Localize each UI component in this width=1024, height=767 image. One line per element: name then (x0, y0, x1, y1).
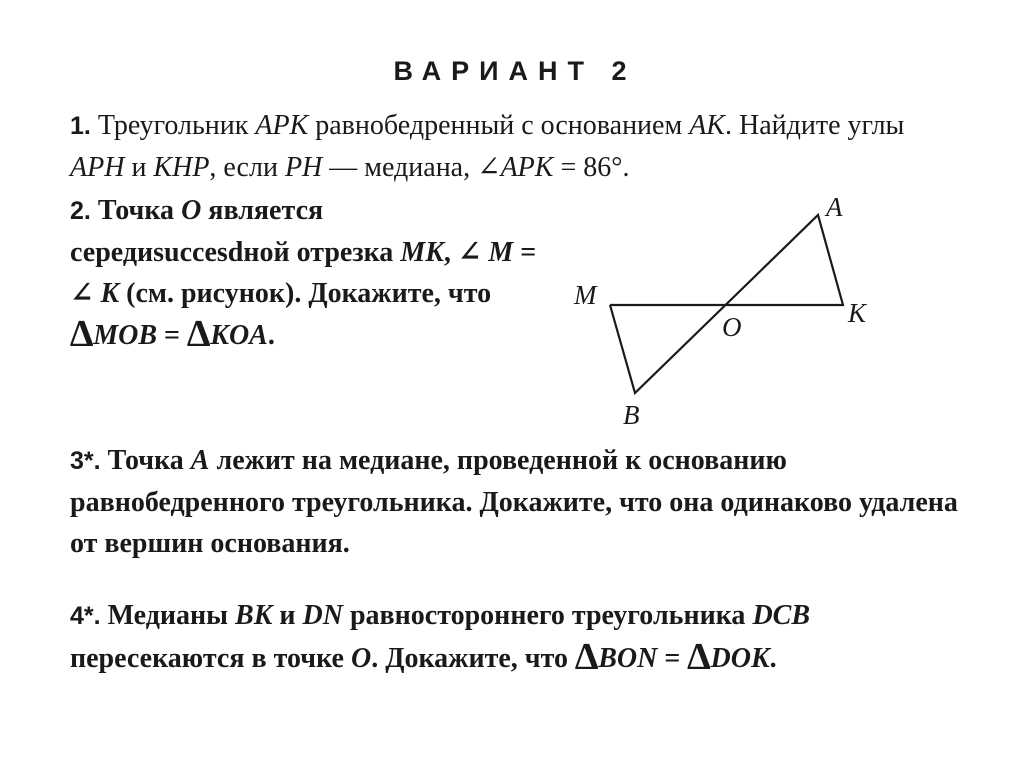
problem-3: 3*. Точка A лежит на медиане, проведенной к основанию равнобедренного треугольника. Докажите, что она одинаково удалена от вершин основания. (70, 445, 958, 559)
triangle-icon: ∆ (187, 313, 211, 355)
triangle-icon: ∆ (574, 636, 599, 678)
geometry-figure (560, 180, 890, 440)
label-m: M (574, 280, 597, 310)
label-k: K (848, 298, 867, 328)
label-o: O (722, 312, 742, 342)
problem-1: 1. Треугольник APK равнобедренный с основанием AK. Найдите углы APH и KHP, если PH — медиана, ∠APK = 86°. (70, 110, 905, 183)
problem-2-number: 2. (70, 197, 91, 225)
triangle-mob-outline (610, 215, 843, 393)
problem-1-number: 1. (70, 112, 91, 140)
problem-4: 4*. Медианы BK и DN равностороннего треугольника DCB пересекаются в точке O. Докажите, что ∆BON = ∆DOK. (70, 600, 811, 678)
triangle-icon: ∆ (70, 313, 94, 355)
triangle-icon: ∆ (687, 636, 711, 678)
problem-4-number: 4*. (70, 602, 101, 630)
label-b: B (623, 400, 640, 430)
problem-3-number: 3*. (70, 447, 101, 475)
problem-2: 2. Точка O является середиsuccesdной отрезка MK, ∠ M = ∠ K (см. рисунок). Докажите, что ∆MOB = ∆KOA. (70, 195, 537, 355)
variant-title: ВАРИАНТ 2 (393, 56, 637, 86)
label-a: A (826, 192, 843, 222)
